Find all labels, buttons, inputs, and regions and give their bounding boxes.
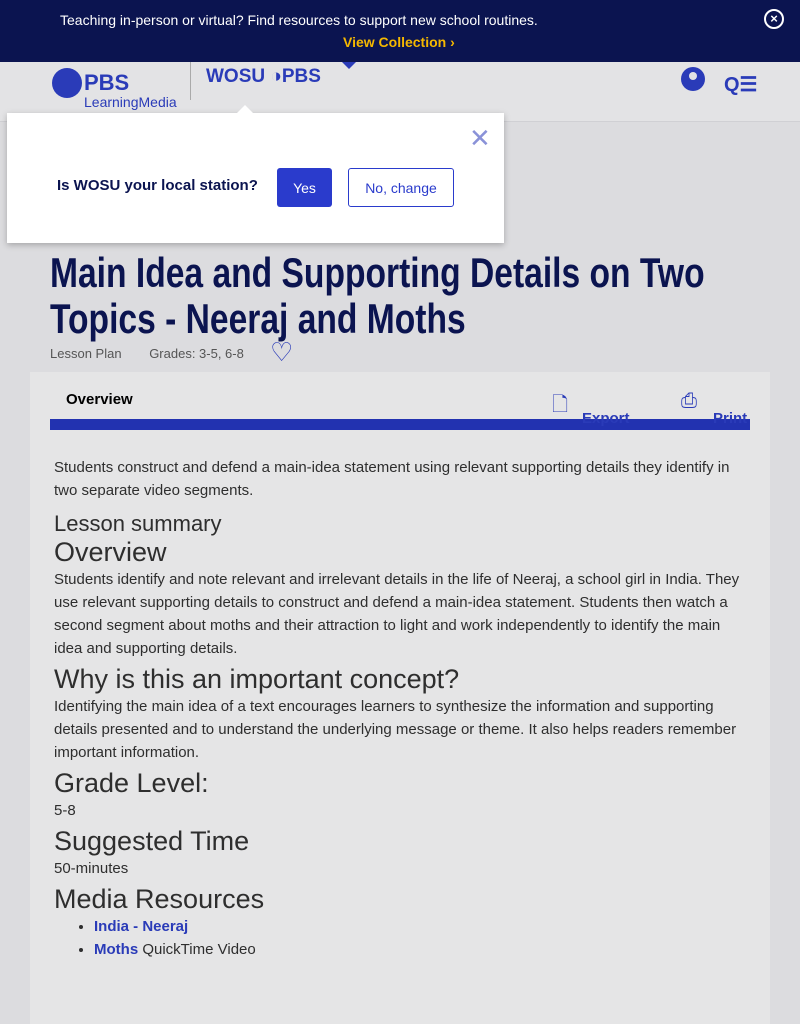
close-popup-icon[interactable]: ✕ — [469, 123, 491, 153]
lesson-summary-heading: Lesson summary — [54, 511, 222, 536]
overview-text: Students identify and note relevant and irrelevant details in the life of Neeraj, a school girl in India. They use relevant supporting details to construct and defend a main-idea statement. Students then watch a second segment about moths and their attraction to light and work independently to identify the main idea and supporting details. — [54, 571, 740, 657]
export-label: Export — [582, 410, 630, 427]
view-collection-link[interactable]: View Collection › — [343, 34, 455, 50]
grades: Grades: 3-5, 6-8 — [149, 346, 244, 361]
time-text: 50-minutes — [54, 860, 129, 877]
grade-heading: Grade Level: — [54, 768, 209, 798]
local-station-popup — [7, 113, 504, 243]
favorite-heart-icon[interactable]: ♡ — [270, 337, 294, 367]
station-caret-icon — [342, 62, 356, 69]
media-heading: Media Resources — [54, 884, 265, 914]
lesson-content — [54, 456, 744, 961]
tab-bar — [50, 384, 750, 430]
intro-text: Students construct and defend a main-idea statement using relevant supporting details they identify in two separate video segments. — [54, 459, 730, 499]
pbs-head-icon — [52, 68, 82, 98]
tab-overview[interactable]: Overview — [66, 391, 133, 408]
logo-pbs-text: PBS — [84, 70, 130, 95]
lesson-meta — [50, 346, 268, 362]
export-button[interactable] — [552, 394, 630, 427]
media-list — [94, 915, 744, 961]
station-question: Is WOSU your local station? — [57, 177, 258, 194]
logo-sub-text: LearningMedia — [84, 94, 177, 110]
media-suffix: QuickTime Video — [138, 941, 256, 958]
station-logo[interactable]: WOSU ◑PBS — [206, 66, 321, 87]
user-account-icon[interactable] — [681, 67, 705, 91]
yes-button[interactable]: Yes — [277, 168, 332, 207]
print-label: Print — [713, 410, 748, 427]
time-heading: Suggested Time — [54, 826, 250, 856]
grade-text: 5-8 — [54, 802, 76, 819]
document-icon: 🗋 — [552, 394, 569, 416]
header-divider — [190, 62, 191, 100]
print-button[interactable] — [681, 390, 748, 427]
overview-heading: Overview — [54, 537, 167, 567]
printer-icon: ⎙ — [681, 390, 697, 412]
media-link-moths[interactable]: Moths — [94, 941, 139, 958]
announcement-banner — [0, 0, 800, 62]
list-item — [94, 915, 744, 938]
lesson-card — [30, 372, 770, 1024]
banner-message: Teaching in-person or virtual? Find resources to support new school routines. — [60, 12, 538, 28]
media-link-india-neeraj[interactable]: India - Neeraj — [94, 918, 189, 935]
why-heading: Why is this an important concept? — [54, 664, 460, 694]
list-item — [94, 938, 744, 961]
close-banner-icon[interactable]: × — [764, 9, 784, 29]
resource-type: Lesson Plan — [50, 346, 122, 361]
page-title: Main Idea and Supporting Details on Two Topics - Neeraj and Moths — [50, 249, 705, 342]
why-text: Identifying the main idea of a text encourages learners to synthesize the information and supporting details presented and to understand the underlying message or theme. It also helps readers remember important information. — [54, 698, 737, 761]
search-menu-icon[interactable]: Q☰ — [724, 74, 758, 96]
no-change-button[interactable]: No, change — [348, 168, 454, 207]
